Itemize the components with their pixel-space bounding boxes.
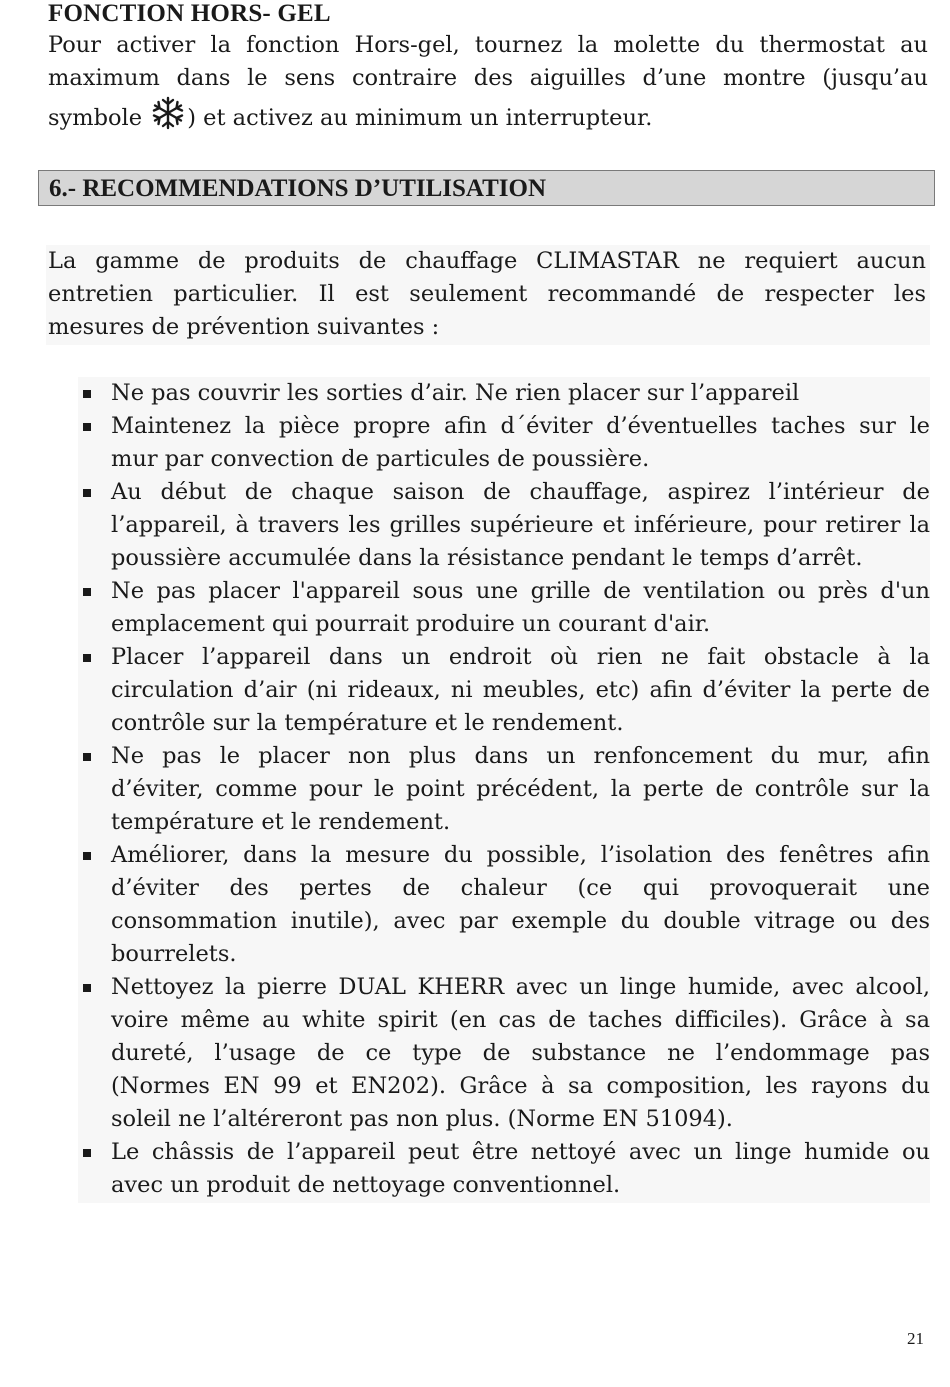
list-item-line: voire même au white spirit (en cas de taches difficiles). Grâce à sa [111,1007,930,1033]
square-bullet-icon [83,588,91,596]
list-item-line: Ne pas couvrir les sorties d’air. Ne rien placer sur l’appareil [111,380,800,406]
intro-line: mesures de prévention suivantes : [48,314,440,340]
section-header [38,170,935,206]
list-item-line: (Normes EN 99 et EN202). Grâce à sa composition, les rayons du [111,1073,930,1099]
page-number: 21 [907,1329,924,1348]
frost-line-3 [48,95,928,135]
frost-function-title: FONCTION HORS- GEL [48,0,331,27]
list-item [78,971,930,1136]
square-bullet-icon [83,390,91,398]
square-bullet-icon [83,984,91,992]
list-item-line: bourrelets. [111,941,237,967]
section-header-title: 6.- RECOMMENDATIONS D’UTILISATION [49,175,547,202]
list-item-line: mur par convection de particules de poussière. [111,446,650,472]
recommendations-list [78,377,930,1203]
list-item-line: consommation inutile), avec par exemple du double vitrage ou des [111,908,930,934]
list-item [78,641,930,740]
list-item [78,476,930,575]
square-bullet-icon [83,852,91,860]
list-item-line: d’éviter, comme pour le point précédent, la perte de contrôle sur la [111,776,930,802]
list-item-line: soleil ne l’altéreront pas non plus. (Norme EN 51094). [111,1106,733,1132]
list-item-line: Nettoyez la pierre DUAL KHERR avec un linge humide, avec alcool, [111,974,930,1000]
list-item-line: Ne pas placer l'appareil sous une grille de ventilation ou près d'un [111,578,930,604]
intro-line: entretien particulier. Il est seulement recommandé de respecter les [48,281,926,307]
frost-function-paragraph [48,29,928,135]
list-item-line: d’éviter des pertes de chaleur (ce qui provoquerait une [111,875,930,901]
intro-line: La gamme de produits de chauffage CLIMASTAR ne requiert aucun [48,248,926,274]
frost-line-1: Pour activer la fonction Hors-gel, tournez la molette du thermostat au [48,32,928,58]
list-item-line: dureté, l’usage de ce type de substance ne l’endommage pas [111,1040,930,1066]
square-bullet-icon [83,423,91,431]
list-item [78,839,930,971]
list-item [78,410,930,476]
list-item [78,1136,930,1202]
list-item-line: Ne pas le placer non plus dans un renfoncement du mur, afin [111,743,930,769]
list-item-line: Améliorer, dans la mesure du possible, l’isolation des fenêtres afin [111,842,930,868]
list-item-line: l’appareil, à travers les grilles supérieure et inférieure, pour retirer la [111,512,930,538]
list-item [78,377,930,410]
list-item-line: Le châssis de l’appareil peut être nettoyé avec un linge humide ou [111,1139,930,1165]
list-item-line: avec un produit de nettoyage conventionnel. [111,1172,621,1198]
list-item-line: poussière accumulée dans la résistance pendant le temps d’arrêt. [111,545,863,571]
square-bullet-icon [83,753,91,761]
intro-paragraph [46,245,930,345]
list-item-line: contrôle sur la température et le rendement. [111,710,624,736]
list-item-line: Maintenez la pièce propre afin d´éviter d’éventuelles taches sur le [111,413,930,439]
frost-line-3-start: symbole [48,105,150,131]
list-item-line: température et le rendement. [111,809,451,835]
list-item-line: emplacement qui pourrait produire un courant d'air. [111,611,711,637]
frost-line-3-end: ) et activez au minimum un interrupteur. [187,105,653,131]
list-item [78,740,930,839]
list-item-line: Au début de chaque saison de chauffage, aspirez l’intérieur de [111,479,930,505]
list-item [78,575,930,641]
square-bullet-icon [83,489,91,497]
square-bullet-icon [83,654,91,662]
frost-line-2: maximum dans le sens contraire des aiguilles d’une montre (jusqu’au [48,65,928,91]
list-item-line: circulation d’air (ni rideaux, ni meubles, etc) afin d’éviter la perte de [111,677,930,703]
list-item-line: Placer l’appareil dans un endroit où rien ne fait obstacle à la [111,644,930,670]
snowflake-icon [150,95,186,131]
square-bullet-icon [83,1149,91,1157]
